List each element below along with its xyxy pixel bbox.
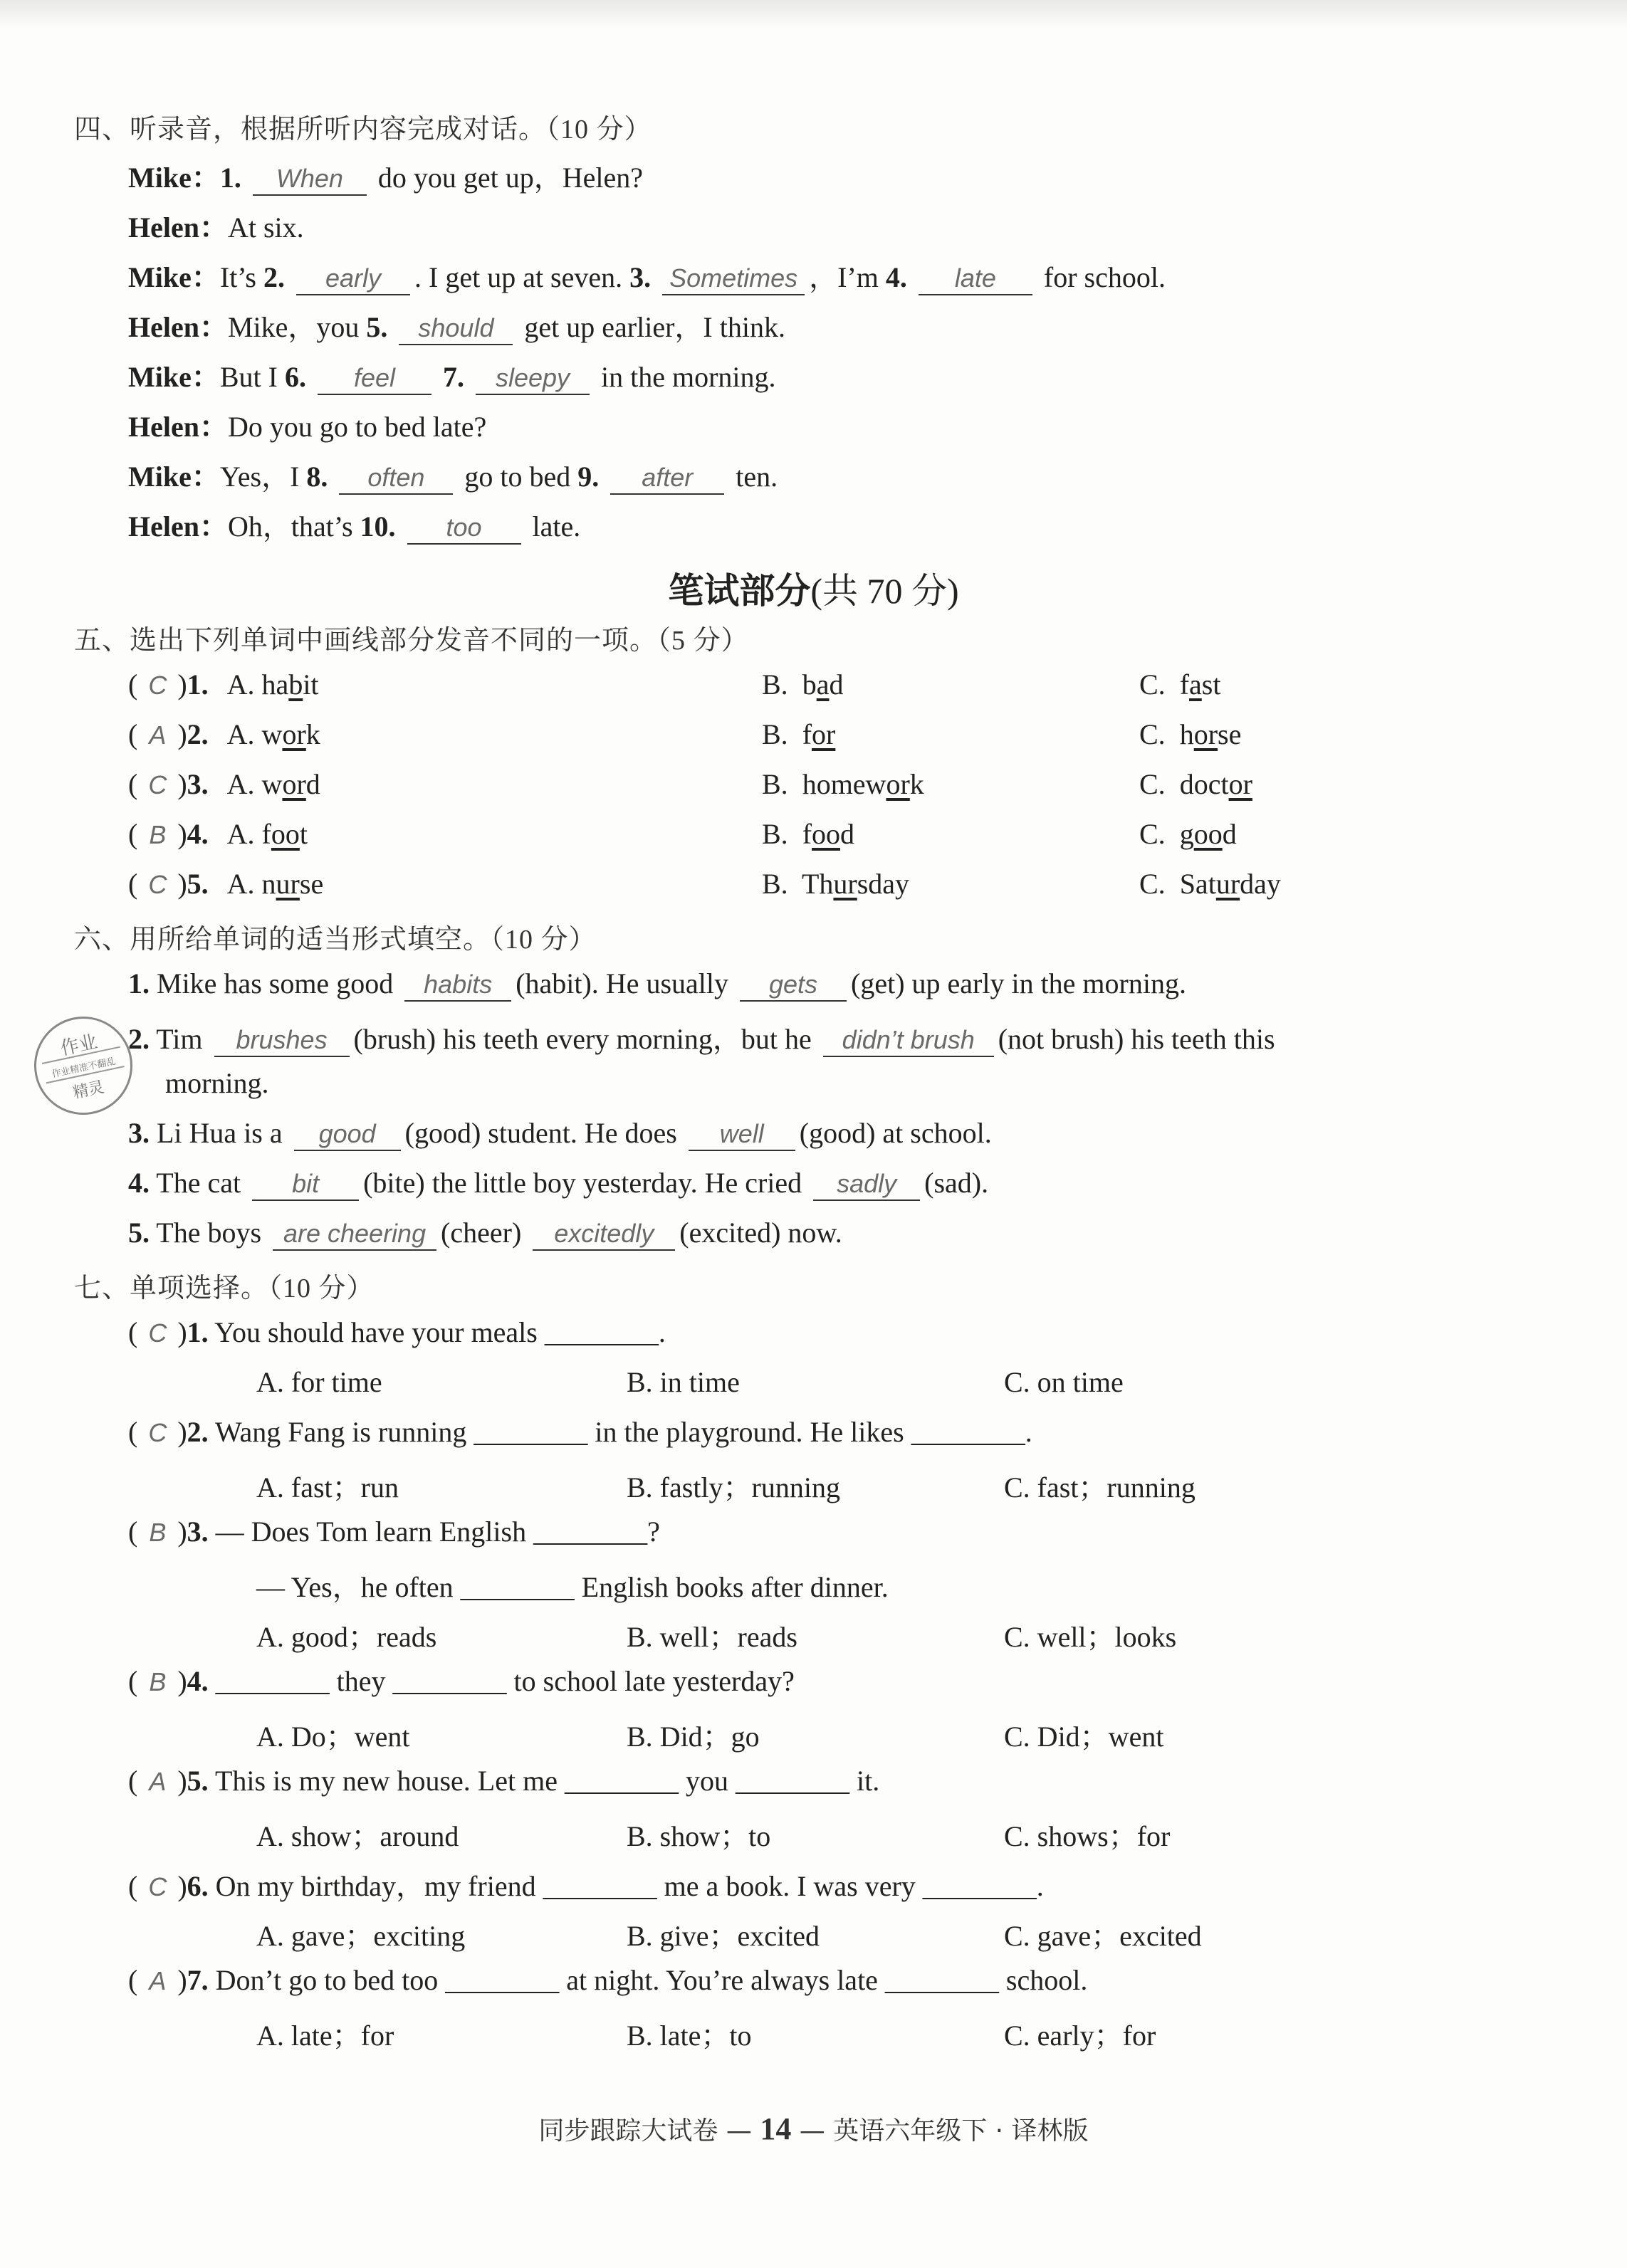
- scan-edge: [0, 0, 1627, 28]
- dialogue-line-8: Helen：Oh，that’s 10. too late.: [128, 504, 580, 545]
- mc-q7: ( A )7. Don’t go to bed too ________ at night. You’re always late ________ school.: [128, 1964, 1088, 1996]
- dialogue-line-5: Mike：But I 6. feel 7. sleepy in the morning.: [128, 355, 776, 395]
- dialogue-line-7: Mike：Yes，I 8. often go to bed 9. after ten.: [128, 454, 778, 495]
- dialogue-line-1: Mike：1. When do you get up，Helen?: [128, 155, 643, 196]
- mc-q3: ( B )3. — Does Tom learn English ________?: [128, 1516, 660, 1548]
- fill-q2: 2. Tim brushes (brush) his teeth every morning，but he didn’t brush (not brush) his teeth this: [128, 1017, 1275, 1057]
- word-habit: habit: [261, 668, 319, 700]
- mc-q5: ( A )5. This is my new house. Let me ________ you ________ it.: [128, 1765, 880, 1797]
- section-6-title: 六、用所给单词的适当形式填空。（10 分）: [74, 923, 597, 955]
- homework-stamp: 作业 作业精准不翻乱 精灵: [25, 1007, 142, 1124]
- phonics-q2: ( A )2. A. work B. for C. horse: [128, 718, 1242, 750]
- exam-page: 四、听录音，根据所听内容完成对话。（10 分） Mike：1. When do you get up，Helen? Helen：At six. Mike：It’s 2. early . I get up at seven. 3. Sometimes ，I’m 4. late for school. Helen：Mike，you 5. should get up earlier，I think. Mike：But I 6. feel 7. sleepy in the morning. Helen：Do you go to bed late? Mike：Yes，I 8. often go to bed 9. after ten. Helen：Oh，that’s 10. too late. 笔试部分(共 70 分) 五、选出下列单词中画线部分发音不同的一项。（5 分） ( C )1. A. habit B. bad C. fast ( A )2. A. work B. for C. horse ( C )3. A. word B. homework C. doctor ( B )4. A. foot B. food C. good ( C )5. A. nurse B. Thursday C. Saturday 六、用所给单词的适当形式填空。（10 分） 1. Mike has some good habits (habit). He usually gets (get) up early in the morning. 2. Tim brushes (brush) his teeth every morning，but he didn’t brush (not brush) his teeth this morning. 3. Li Hua is a good (good) student. He does well (good) at school. 4. The cat bit (bite) the little boy yesterday. He cried sadly (sad). 5. The boys are cheering (cheer) excitedly (excited) now. 七、单项选择。（10 分） ( C )1. You should have your meals ________. A. for time B. in time C. on time ( C )2. Wang Fang is running ________ in the playground. He likes ________. A. fast；run B. fastly；running C. fast；running ( B )3. — Does Tom learn English ________? — Yes，he often ________ English books after dinner. A. good；reads B. well；reads C. well；looks ( B )4. ________ they ________ to school late yesterday? A. Do；went B. Did；go C. Did；went ( A )5. This is my new house. Let me ________ you ________ it. A. show；around B. show；to C. shows；for ( C )6. On my birthday，my friend ________ me a book. I was very ________. A. gave；exciting B. give；excited C. gave；excited ( A )7. Don’t go to bed too ________ at night. You’re always late ________ school. A. late；for B. late；to C. early；for 作业 作业精准不翻乱 精灵 同步跟踪大试卷 — 14 — 英语六年级下 · 译林版: [0, 0, 1627, 2268]
- mc-q6: ( C )6. On my birthday，my friend ________ me a book. I was very ________.: [128, 1870, 1044, 1902]
- fill-q3: 3. Li Hua is a good (good) student. He does well (good) at school.: [128, 1116, 992, 1151]
- mc-q4: ( B )4. ________ they ________ to school late yesterday?: [128, 1665, 795, 1697]
- fill-q4: 4. The cat bit (bite) the little boy yesterday. He cried sadly (sad).: [128, 1166, 988, 1201]
- dialogue-line-3: Mike：It’s 2. early . I get up at seven. 3. Sometimes ，I’m 4. late for school.: [128, 255, 1166, 295]
- mc-q3-stem2: — Yes，he often ________ English books after dinner.: [256, 1571, 889, 1603]
- phonics-q4: ( B )4. A. foot B. food C. good: [128, 818, 1237, 850]
- phonics-q1: ( C )1. A. habit B. bad C. fast: [128, 668, 1221, 700]
- fill-q2-cont: morning.: [165, 1067, 269, 1099]
- dialogue-line-4: Helen：Mike，you 5. should get up earlier，I think.: [128, 305, 785, 345]
- section-5-title: 五、选出下列单词中画线部分发音不同的一项。（5 分）: [74, 624, 749, 656]
- mc-q2: ( C )2. Wang Fang is running ________ in the playground. He likes ________.: [128, 1416, 1032, 1448]
- section-4-title: 四、听录音，根据所听内容完成对话。（10 分）: [74, 113, 652, 145]
- dialogue-line-2: Helen：At six.: [128, 211, 304, 243]
- mc-q1: ( C )1. You should have your meals ________.: [128, 1316, 666, 1348]
- phonics-q3: ( C )3. A. word B. homework C. doctor: [128, 768, 1252, 800]
- phonics-q5: ( C )5. A. nurse B. Thursday C. Saturday: [128, 868, 1281, 900]
- page-number: 14: [760, 2111, 792, 2146]
- dialogue-line-6: Helen：Do you go to bed late?: [128, 411, 487, 443]
- fill-q5: 5. The boys are cheering (cheer) excitedly (excited) now.: [128, 1216, 842, 1251]
- fill-q1: 1. Mike has some good habits (habit). He usually gets (get) up early in the morning.: [128, 967, 1186, 1002]
- page-footer: 同步跟踪大试卷 — 14 — 英语六年级下 · 译林版: [538, 2111, 1089, 2146]
- section-7-title: 七、单项选择。（10 分）: [74, 1272, 375, 1303]
- written-part-title: 笔试部分(共 70 分): [668, 570, 959, 611]
